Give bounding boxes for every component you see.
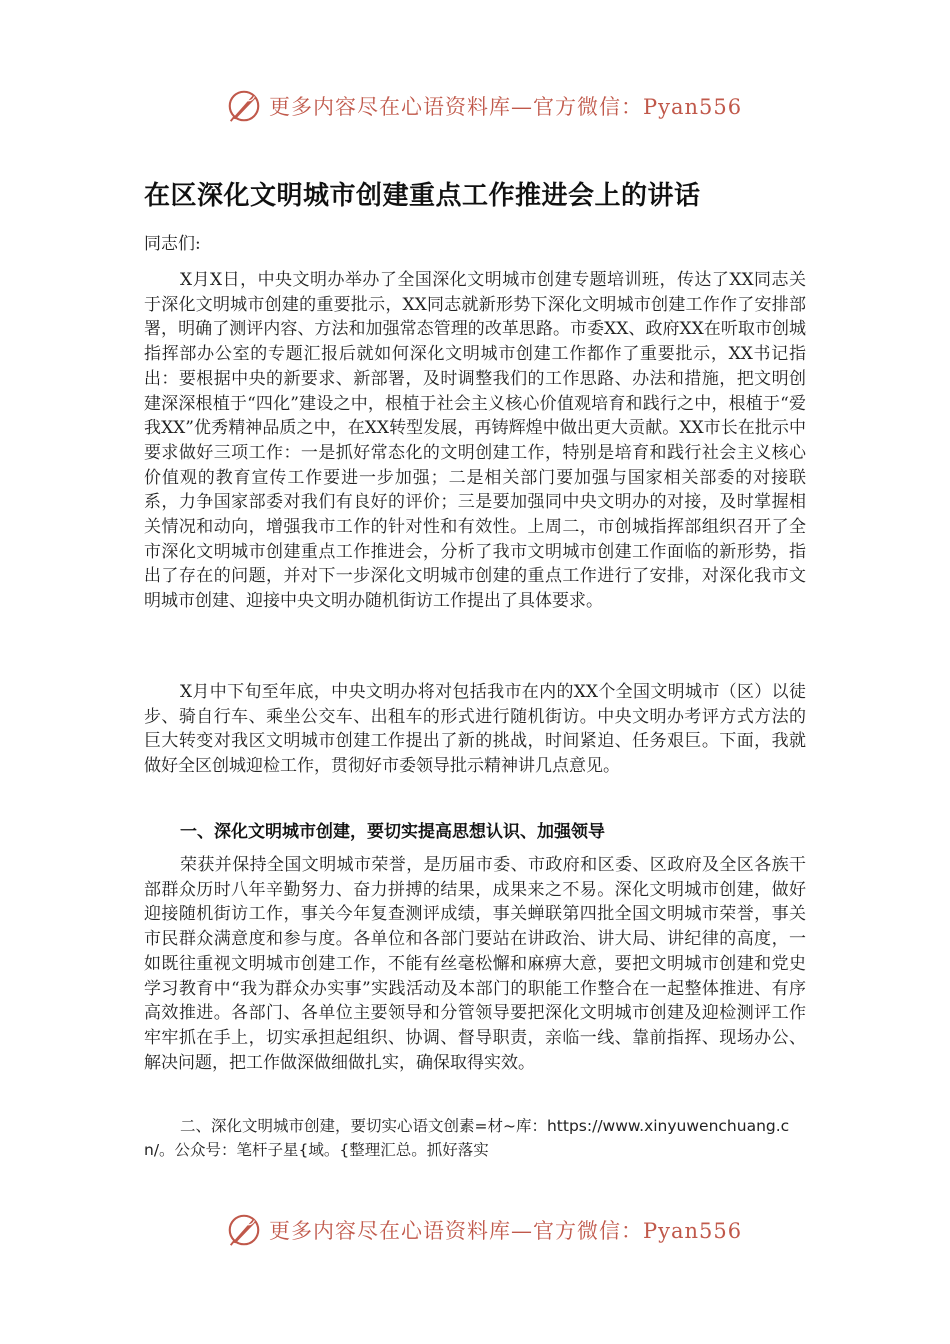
paragraph-3: 荣获并保持全国文明城市荣誉，是历届市委、市政府和区委、区政府及全区各族干部群众历时八年辛勤努力、奋力拼搏的结果，成果来之不易。深化文明城市创建，做好迎接随机街访工作，事关今年复查测评成绩，事关蝉联第四批全国文明城市荣誉，事关市民群众满意度和参与度。各单位和各部门要站在讲政治、讲大局、讲纪律的高度，一如既往重视文明城市创建工作，不能有丝毫松懈和麻痹大意，要把文明城市创建和党史学习教育中“我为群众办实事”实践活动及本部门的职能工作整合在一起整体推进、有序高效推进。各部门、各单位主要领导和分管领导要把深化文明城市创建及迎检测评工作牢牢抓在手上，切实承担起组织、协调、督导职责，亲临一线、靠前指挥、现场办公、解决问题，把工作做深做细做扎实，确保取得实效。 bbox=[144, 855, 806, 1073]
watermark-banner-bottom bbox=[225, 1210, 745, 1250]
paragraph-1: X月X日，中央文明办举办了全国深化文明城市创建专题培训班，传达了XX同志关于深化文明城市创建的重要批示，XX同志就新形势下深化文明城市创建工作作了安排部署，明确了测评内容、方法和加强常态管理的改革思路。市委XX、政府XX在听取市创城指挥部办公室的专题汇报后就如何深化文明城市创建工作都作了重要批示，XX书记指出：要根据中央的新要求、新部署，及时调整我们的工作思路、办法和措施，把文明创建深深根植于“四化”建设之中，根植于社会主义核心价值观培育和践行之中，根植于“爱我XX”优秀精神品质之中，在XX转型发展，再铸辉煌中做出更大贡献。XX市长在批示中要求做好三项工作：一是抓好常态化的文明创建工作，特别是培育和践行社会主义核心价值观的教育宣传工作要进一步加强；二是相关部门要加强与国家相关部委的对接联系，力争国家部委对我们有良好的评价；三是要加强同中央文明办的对接，及时掌握相关情况和动向，增强我市工作的针对性和有效性。上周二，市创城指挥部组织召开了全市深化文明城市创建重点工作推进会，分析了我市文明城市创建工作面临的新形势，指出了存在的问题，并对下一步深化文明城市创建的重点工作进行了安排，对深化我市文明城市创建、迎接中央文明办随机街访工作提出了具体要求。 bbox=[144, 270, 806, 612]
document-title: 在区深化文明城市创建重点工作推进会上的讲话 bbox=[144, 181, 701, 211]
watermark-text: 更多内容尽在心语资料库—官方微信：Pyan556 bbox=[269, 1219, 743, 1243]
section-heading-1: 一、深化文明城市创建，要切实提高思想认识、加强领导 bbox=[180, 822, 605, 842]
paragraph-4: 二、深化文明城市创建，要切实心语文创素=材~库：https://www.xinyuwenchuang.cn/。公众号：笔杆子星{域。{整理汇总。抓好落实 bbox=[144, 1117, 790, 1159]
quill-pen-logo-icon bbox=[225, 1211, 263, 1249]
quill-pen-logo-icon bbox=[225, 87, 263, 125]
watermark-text: 更多内容尽在心语资料库—官方微信：Pyan556 bbox=[269, 95, 743, 119]
paragraph-2: X月中下旬至年底，中央文明办将对包括我市在内的XX个全国文明城市（区）以徒步、骑自行车、乘坐公交车、出租车的形式进行随机街访。中央文明办考评方式方法的巨大转变对我区文明城市创建工作提出了新的挑战，时间紧迫、任务艰巨。下面，我就做好全区创城迎检工作，贯彻好市委领导批示精神讲几点意见。 bbox=[144, 682, 806, 777]
watermark-banner-top bbox=[225, 86, 745, 126]
greeting: 同志们: bbox=[144, 234, 201, 254]
